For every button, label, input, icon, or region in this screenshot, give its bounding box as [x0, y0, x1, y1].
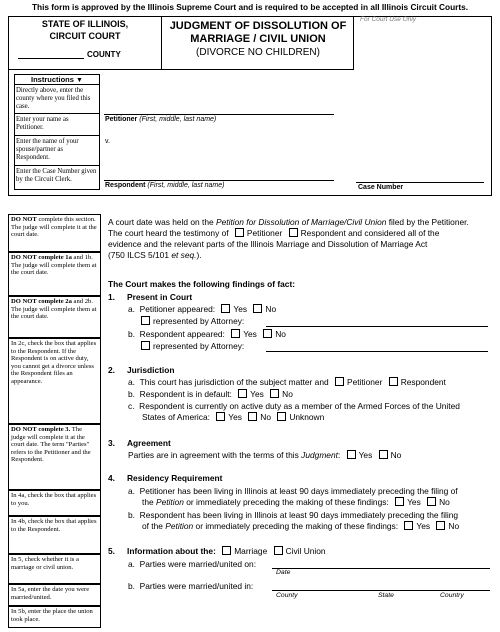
state-label: STATE OF ILLINOIS, [41, 19, 129, 29]
section-1a-row: a. Petitioner appeared: Yes No [128, 304, 277, 314]
active-duty-yes-checkbox[interactable] [216, 412, 225, 421]
respondent-appeared-yes-checkbox[interactable] [231, 329, 240, 338]
county-hint: County [276, 592, 298, 599]
respondent-hint: (First, middle, last name) [147, 182, 225, 189]
section-5a-row: a. Parties were married/united on: [128, 559, 257, 569]
case-number-input-line[interactable] [356, 182, 484, 183]
circuit-court-label: CIRCUIT COURT [49, 31, 121, 41]
section-2-number: 2. [108, 365, 115, 375]
section-5b-row: b. Parties were married/united in: [128, 581, 254, 591]
section-5-title: Information about the: [127, 546, 216, 556]
side-note-5a: In 5a, enter the date you were married/united. [8, 584, 101, 606]
case-number-label: Case Number [358, 184, 404, 191]
petitioner-attorney-line[interactable] [266, 326, 488, 327]
section-1b-row: b. Respondent appeared: Yes No [128, 329, 286, 339]
default-no-checkbox[interactable] [270, 389, 279, 398]
testimony-petitioner-checkbox[interactable] [235, 228, 244, 237]
state-hint: State [378, 592, 394, 599]
section-2c-row: c. Respondent is currently on active duty as a member of the Armed Forces of the United States of America: Yes No Unknown [128, 401, 460, 422]
versus-label: v. [105, 138, 110, 145]
section-2a-row: a. This court has jurisdiction of the subject matter and Petitioner Respondent [128, 377, 446, 387]
respondent-attorney-line[interactable] [266, 351, 488, 352]
section-4a-row: a. Petitioner has been living in Illinois at least 90 days immediately preceding the filing of the Petition or immediately preceding the making of these findings: Yes No [128, 486, 458, 507]
side-note-2c: In 2c, check the box that applies to the Respondent. If the Respondent is on active duty, you cannot get a divorce unless the Respondent files an appearance. [8, 338, 101, 424]
instruction-county: Directly above, enter the county where you filed this case. [14, 85, 100, 114]
country-hint: Country [440, 592, 464, 599]
testimony-respondent-checkbox[interactable] [289, 228, 298, 237]
form-title-line1: JUDGMENT OF DISSOLUTION OF [169, 20, 347, 32]
section-1-title: Present in Court [127, 292, 193, 302]
petitioner-appeared-yes-checkbox[interactable] [221, 304, 230, 313]
petitioner-label-row [105, 116, 216, 123]
side-note-4a: In 4a, check the box that applies to you. [8, 490, 101, 516]
section-4b-row: b. Respondent has been living in Illinois at least 90 days immediately preceding the filing of the Petition or immediately preceding the making of these findings: Yes No [128, 510, 460, 531]
court-use-label: For Court Use Only [360, 16, 416, 23]
petitioner-residency-yes-checkbox[interactable] [395, 497, 404, 506]
agreement-yes-checkbox[interactable] [347, 450, 356, 459]
petitioner-input-line[interactable] [104, 114, 334, 115]
jurisdiction-petitioner-checkbox[interactable] [335, 377, 344, 386]
approval-notice: This form is approved by the Illinois Supreme Court and is required to be accepted in all Illinois Circuit Courts. [31, 2, 469, 12]
side-note-5b: In 5b, enter the place the union took place. [8, 606, 101, 628]
form-subtitle: (DIVORCE NO CHILDREN) [196, 47, 320, 58]
active-duty-unknown-checkbox[interactable] [277, 412, 286, 421]
petitioner-residency-no-checkbox[interactable] [427, 497, 436, 506]
findings-title: The Court makes the following findings of fact: [108, 279, 296, 289]
respondent-attorney-checkbox[interactable] [141, 341, 150, 350]
agreement-no-checkbox[interactable] [379, 450, 388, 459]
section-3-row: Parties are in agreement with the terms of this Judgment: Yes No [128, 450, 402, 460]
respondent-label-row [105, 182, 224, 189]
respondent-label: Respondent [105, 182, 146, 189]
section-2b-row: b. Respondent is in default: Yes No [128, 389, 293, 399]
instruction-respondent: Enter the name of your spouse/partner as Respondent. [14, 136, 100, 166]
respondent-appeared-no-checkbox[interactable] [263, 329, 272, 338]
respondent-residency-no-checkbox[interactable] [436, 521, 445, 530]
petitioner-appeared-no-checkbox[interactable] [253, 304, 262, 313]
court-name [8, 18, 162, 42]
section-2-title: Jurisdiction [127, 365, 175, 375]
section-3-title: Agreement [127, 438, 171, 448]
petitioner-label: Petitioner [105, 116, 138, 123]
instructions-header[interactable] [14, 74, 100, 85]
form-title-line2: MARRIAGE / CIVIL UNION [190, 33, 326, 45]
civil-union-checkbox[interactable] [274, 546, 283, 555]
section-4-title: Residency Requirement [127, 473, 223, 483]
intro-paragraph: A court date was held on the Petition for Dissolution of Marriage/Civil Union filed by the Petitioner. The court heard the testimony of Petitioner Respondent and considered all of the evidence and the relevant parts of the Illinois Marriage and Dissolution of Marriage Act (750 ILCS 5/101 et seq.). [108, 217, 469, 260]
respondent-residency-yes-checkbox[interactable] [404, 521, 413, 530]
side-note-4b: In 4b, check the box that applies to the Respondent. [8, 516, 101, 554]
side-note-2ab: DO NOT complete 2a and 2b. The judge will complete them at the court date. [8, 296, 101, 338]
respondent-input-line[interactable] [104, 180, 334, 181]
county-input-line[interactable] [18, 51, 84, 59]
jurisdiction-respondent-checkbox[interactable] [389, 377, 398, 386]
section-5-row: Information about the: Marriage Civil Union [127, 546, 326, 556]
section-5-number: 5. [108, 546, 115, 556]
side-note-5: In 5, check whether it is a marriage or civil union. [8, 554, 101, 584]
petitioner-attorney-checkbox[interactable] [141, 316, 150, 325]
county-label: COUNTY [87, 50, 121, 59]
side-note-1: DO NOT complete 1a and 1b. The judge will complete them at the court date. [8, 252, 101, 296]
section-3-number: 3. [108, 438, 115, 448]
instruction-petitioner: Enter your name as Petitioner. [14, 114, 100, 136]
triangle-down-icon: ▼ [76, 77, 83, 84]
default-yes-checkbox[interactable] [238, 389, 247, 398]
side-note-court-date: DO NOT complete this section. The judge will complete it at the court date. [8, 214, 101, 252]
marriage-checkbox[interactable] [222, 546, 231, 555]
union-place-line[interactable] [272, 590, 490, 591]
section-1a-attorney-row: represented by Attorney: [141, 316, 244, 327]
union-date-line[interactable] [272, 568, 490, 569]
instruction-case-number: Enter the Case Number given by the Circuit Clerk. [16, 168, 97, 183]
side-note-3: DO NOT complete 3. The judge will complete it at the court date. The term "Parties" refers to the Petitioner and the Respondent. [8, 424, 101, 490]
section-1b-attorney-row: represented by Attorney: [141, 341, 244, 352]
section-1-number: 1. [108, 292, 115, 302]
petitioner-hint: (First, middle, last name) [139, 116, 217, 123]
county-field[interactable] [18, 50, 158, 59]
date-hint: Date [276, 569, 291, 576]
form-title [162, 20, 354, 46]
active-duty-no-checkbox[interactable] [248, 412, 257, 421]
section-4-number: 4. [108, 473, 115, 483]
instructions-title: Instructions [31, 75, 74, 84]
